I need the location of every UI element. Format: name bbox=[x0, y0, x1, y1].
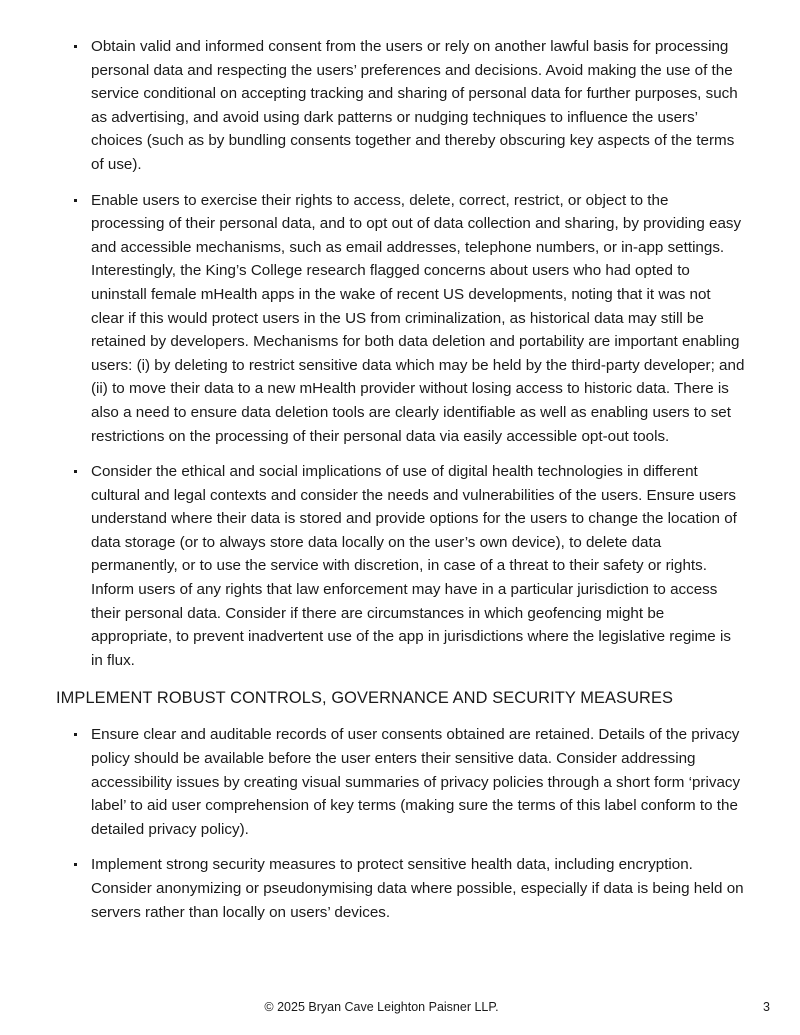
bullet-icon bbox=[74, 199, 77, 202]
list-item bbox=[56, 460, 746, 672]
list-item-text: Enable users to exercise their rights to access, delete, correct, restrict, or object to the processing of their personal data, and to opt out of data collection and sharing, by providing easy and accessible mechanisms, such as email addresses, telephone numbers, or in-app settings. Interestingly, the King’s College research flagged concerns about users who had opted to uninstall female mHealth apps in the wake of recent US developments, noting that it was not clear if this would protect users in the US from criminalization, as historical data may still be retained by developers. Mechanisms for both data deletion and portability are important enabling users: (i) by deleting to restrict sensitive data which may be held by the third-party developer; and (ii) to move their data to a new mHealth provider without losing access to historic data. There is also a need to ensure data deletion tools are clearly identifiable as well as enabling users to set restrictions on the processing of their personal data via easily accessible opt-out tools. bbox=[91, 191, 745, 445]
bullet-icon bbox=[74, 470, 77, 473]
list-item-text: Obtain valid and informed consent from the users or rely on another lawful basis for processing personal data and respecting the users’ preferences and decisions. Avoid making the use of the service conditional on accepting tracking and sharing of personal data for further purposes, such as advertising, and avoid using dark patterns or nudging techniques to influence the users’ choices (such as by bundling consents together and thereby obscuring key aspects of the terms of use). bbox=[91, 38, 738, 173]
bullet-icon bbox=[74, 45, 77, 48]
list-item-text: Consider the ethical and social implications of use of digital health technologies in different cultural and legal contexts and consider the needs and vulnerabilities of the users. Ensure users understand where their data is stored and provide options for the users to change the location of data storage (or to always store data locally on the user’s own device), to delete data permanently, or to use the service with discretion, in case of a threat to their safety or rights. Inform users of any rights that law enforcement may have in a particular jurisdiction to access their personal data. Consider if there are circumstances in which geofencing might be appropriate, to prevent inadvertent use of the app in jurisdictions where the legislative regime is in flux. bbox=[91, 463, 737, 669]
list-item bbox=[56, 723, 746, 841]
bullet-icon bbox=[74, 733, 77, 736]
bullet-icon bbox=[74, 863, 77, 866]
section-heading: IMPLEMENT ROBUST CONTROLS, GOVERNANCE AND SECURITY MEASURES bbox=[56, 689, 674, 708]
bullet-list-consent-rights bbox=[56, 35, 746, 672]
list-item bbox=[56, 35, 746, 177]
page-content bbox=[56, 35, 746, 936]
page-number: 3 bbox=[763, 1000, 770, 1014]
list-item bbox=[56, 189, 746, 449]
bullet-list-controls-security bbox=[56, 723, 746, 924]
list-item bbox=[56, 853, 746, 924]
list-item-text: Implement strong security measures to protect sensitive health data, including encryption. Consider anonymizing or pseudonymising data where possible, especially if data is being held on servers rather than locally on users’ devices. bbox=[91, 856, 744, 921]
footer-copyright: © 2025 Bryan Cave Leighton Paisner LLP. bbox=[264, 1000, 499, 1014]
list-item-text: Ensure clear and auditable records of user consents obtained are retained. Details of the privacy policy should be available before the user enters their sensitive data. Consider addressing accessibility issues by creating visual summaries of privacy policies through a short form ‘privacy label’ to aid user comprehension of key terms (making sure the terms of this label conform to the detailed privacy policy). bbox=[91, 726, 741, 838]
